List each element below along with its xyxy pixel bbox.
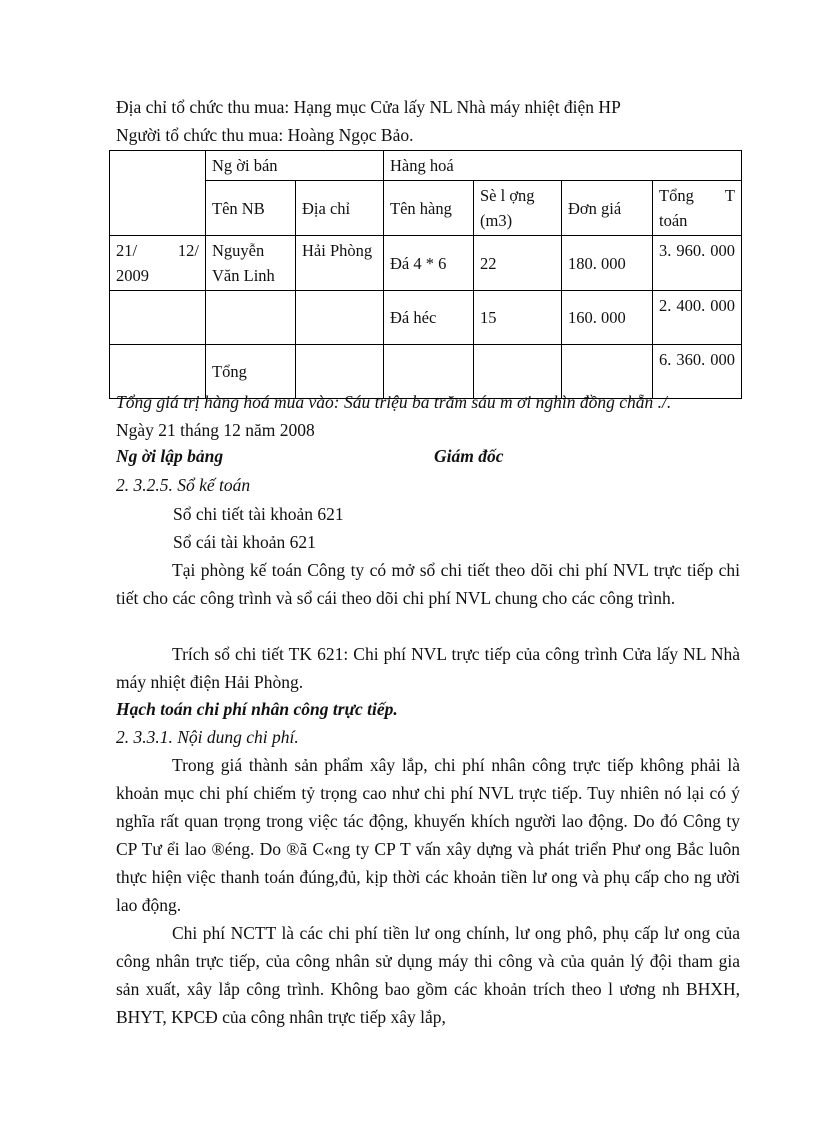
section-331-heading: 2. 3.3.1. Nội dung chi phí.	[116, 727, 299, 747]
paragraph-1-text: Tại phòng kế toán Công ty có mở sổ chi tiết theo dõi chi phí NVL trực tiếp chi tiết cho các công trình và sổ cái theo dõi chi phí NVL chung cho các công trình.	[116, 560, 740, 608]
row-quantity: 22	[474, 236, 562, 291]
row-total: 6. 360. 000	[653, 345, 742, 399]
row-total: 2. 400. 000	[653, 291, 742, 345]
ledger-detail-item: Sổ chi tiết tài khoản 621	[173, 504, 344, 524]
date-header-cell	[110, 151, 206, 236]
labor-cost-heading: Hạch toán chi phí nhân công trực tiếp.	[116, 699, 398, 719]
address-header: Địa chỉ	[296, 181, 384, 236]
signer-left: Ng ời lập bảng	[116, 446, 224, 466]
row-seller-name	[206, 291, 296, 345]
item-name-header: Tên hàng	[384, 181, 474, 236]
table-group-header-row	[110, 151, 742, 181]
ledger-general-item: Sổ cái tài khoản 621	[173, 532, 316, 552]
row-item-name: Đá héc	[384, 291, 474, 345]
row-seller-name: Nguyễn Văn Linh	[206, 236, 296, 291]
total-header: Tổng T toán	[653, 181, 742, 236]
row-address: Hải Phòng	[296, 236, 384, 291]
paragraph-2	[116, 640, 740, 696]
row-unit-price: 160. 000	[562, 291, 653, 345]
seller-group-header: Ng ời bán	[206, 151, 384, 181]
unit-price-header: Đơn giá	[562, 181, 653, 236]
paragraph-2-text: Trích sổ chi tiết TK 621: Chi phí NVL trực tiếp của công trình Cửa lấy NL Nhà máy nhiệt điện Hải Phòng.	[116, 644, 740, 692]
row-unit-price: 180. 000	[562, 236, 653, 291]
signer-right: Giám đốc	[434, 446, 504, 466]
goods-group-header: Hàng hoá	[384, 151, 742, 181]
row-address	[296, 291, 384, 345]
row-item-name: Đá 4 * 6	[384, 236, 474, 291]
row-quantity: 15	[474, 291, 562, 345]
row-seller-name: Tổng	[206, 345, 296, 399]
row-total: 3. 960. 000	[653, 236, 742, 291]
paragraph-3	[116, 751, 740, 919]
table-row	[110, 236, 742, 291]
section-325-heading: 2. 3.2.5. Sổ kế toán	[116, 475, 251, 495]
seller-name-header: Tên NB	[206, 181, 296, 236]
paragraph-1	[116, 556, 740, 612]
paragraph-3-text: Trong giá thành sản phẩm xây lắp, chi phí nhân công trực tiếp không phải là khoản mục chi phí chiếm tỷ trọng cao như chi phí NVL trực tiếp. Tuy nhiên nó lại có ý nghĩa rất quan trọng trong việc tác động, khuyến khích người lao động. Do đó Công ty CP Tư ểi lao ®éng. Do ®ã C«ng ty CP T vấn xây dựng và phát triển Phư ong Bắc luôn thực hiện việc thanh toán đúng,đủ, kịp thời các khoản tiền lư ong và phụ cấp cho ng ười lao động.	[116, 755, 740, 915]
row-date	[110, 291, 206, 345]
purchase-table	[109, 150, 742, 399]
table-row	[110, 291, 742, 345]
buyer-line: Người tổ chức thu mua: Hoàng Ngọc Bảo.	[116, 125, 414, 145]
paragraph-4-text: Chi phí NCTT là các chi phí tiền lư ong chính, lư ong phô, phụ cấp lư ong của công nhân trực tiếp, của công nhân sử dụng máy thi công và của quản lý đội tham gia sản xuất, xây lắp công trình. Không bao gồm các khoản trích theo l ương nh BHXH, BHYT, KPCĐ của công nhân trực tiếp xây lắp,	[116, 923, 740, 1027]
date-line: Ngày 21 tháng 12 năm 2008	[116, 420, 315, 440]
row-date: 21/ 12/ 2009	[110, 236, 206, 291]
quantity-header: Sè l ợng (m3)	[474, 181, 562, 236]
paragraph-4	[116, 919, 740, 1031]
address-line: Địa chỉ tổ chức thu mua: Hạng mục Cửa lấy NL Nhà máy nhiệt điện HP	[116, 97, 621, 117]
total-in-words: Tổng giá trị hàng hoá mua vào: Sáu triệu ba trăm sáu m ơi nghìn đồng chẵn ./.	[116, 392, 672, 412]
